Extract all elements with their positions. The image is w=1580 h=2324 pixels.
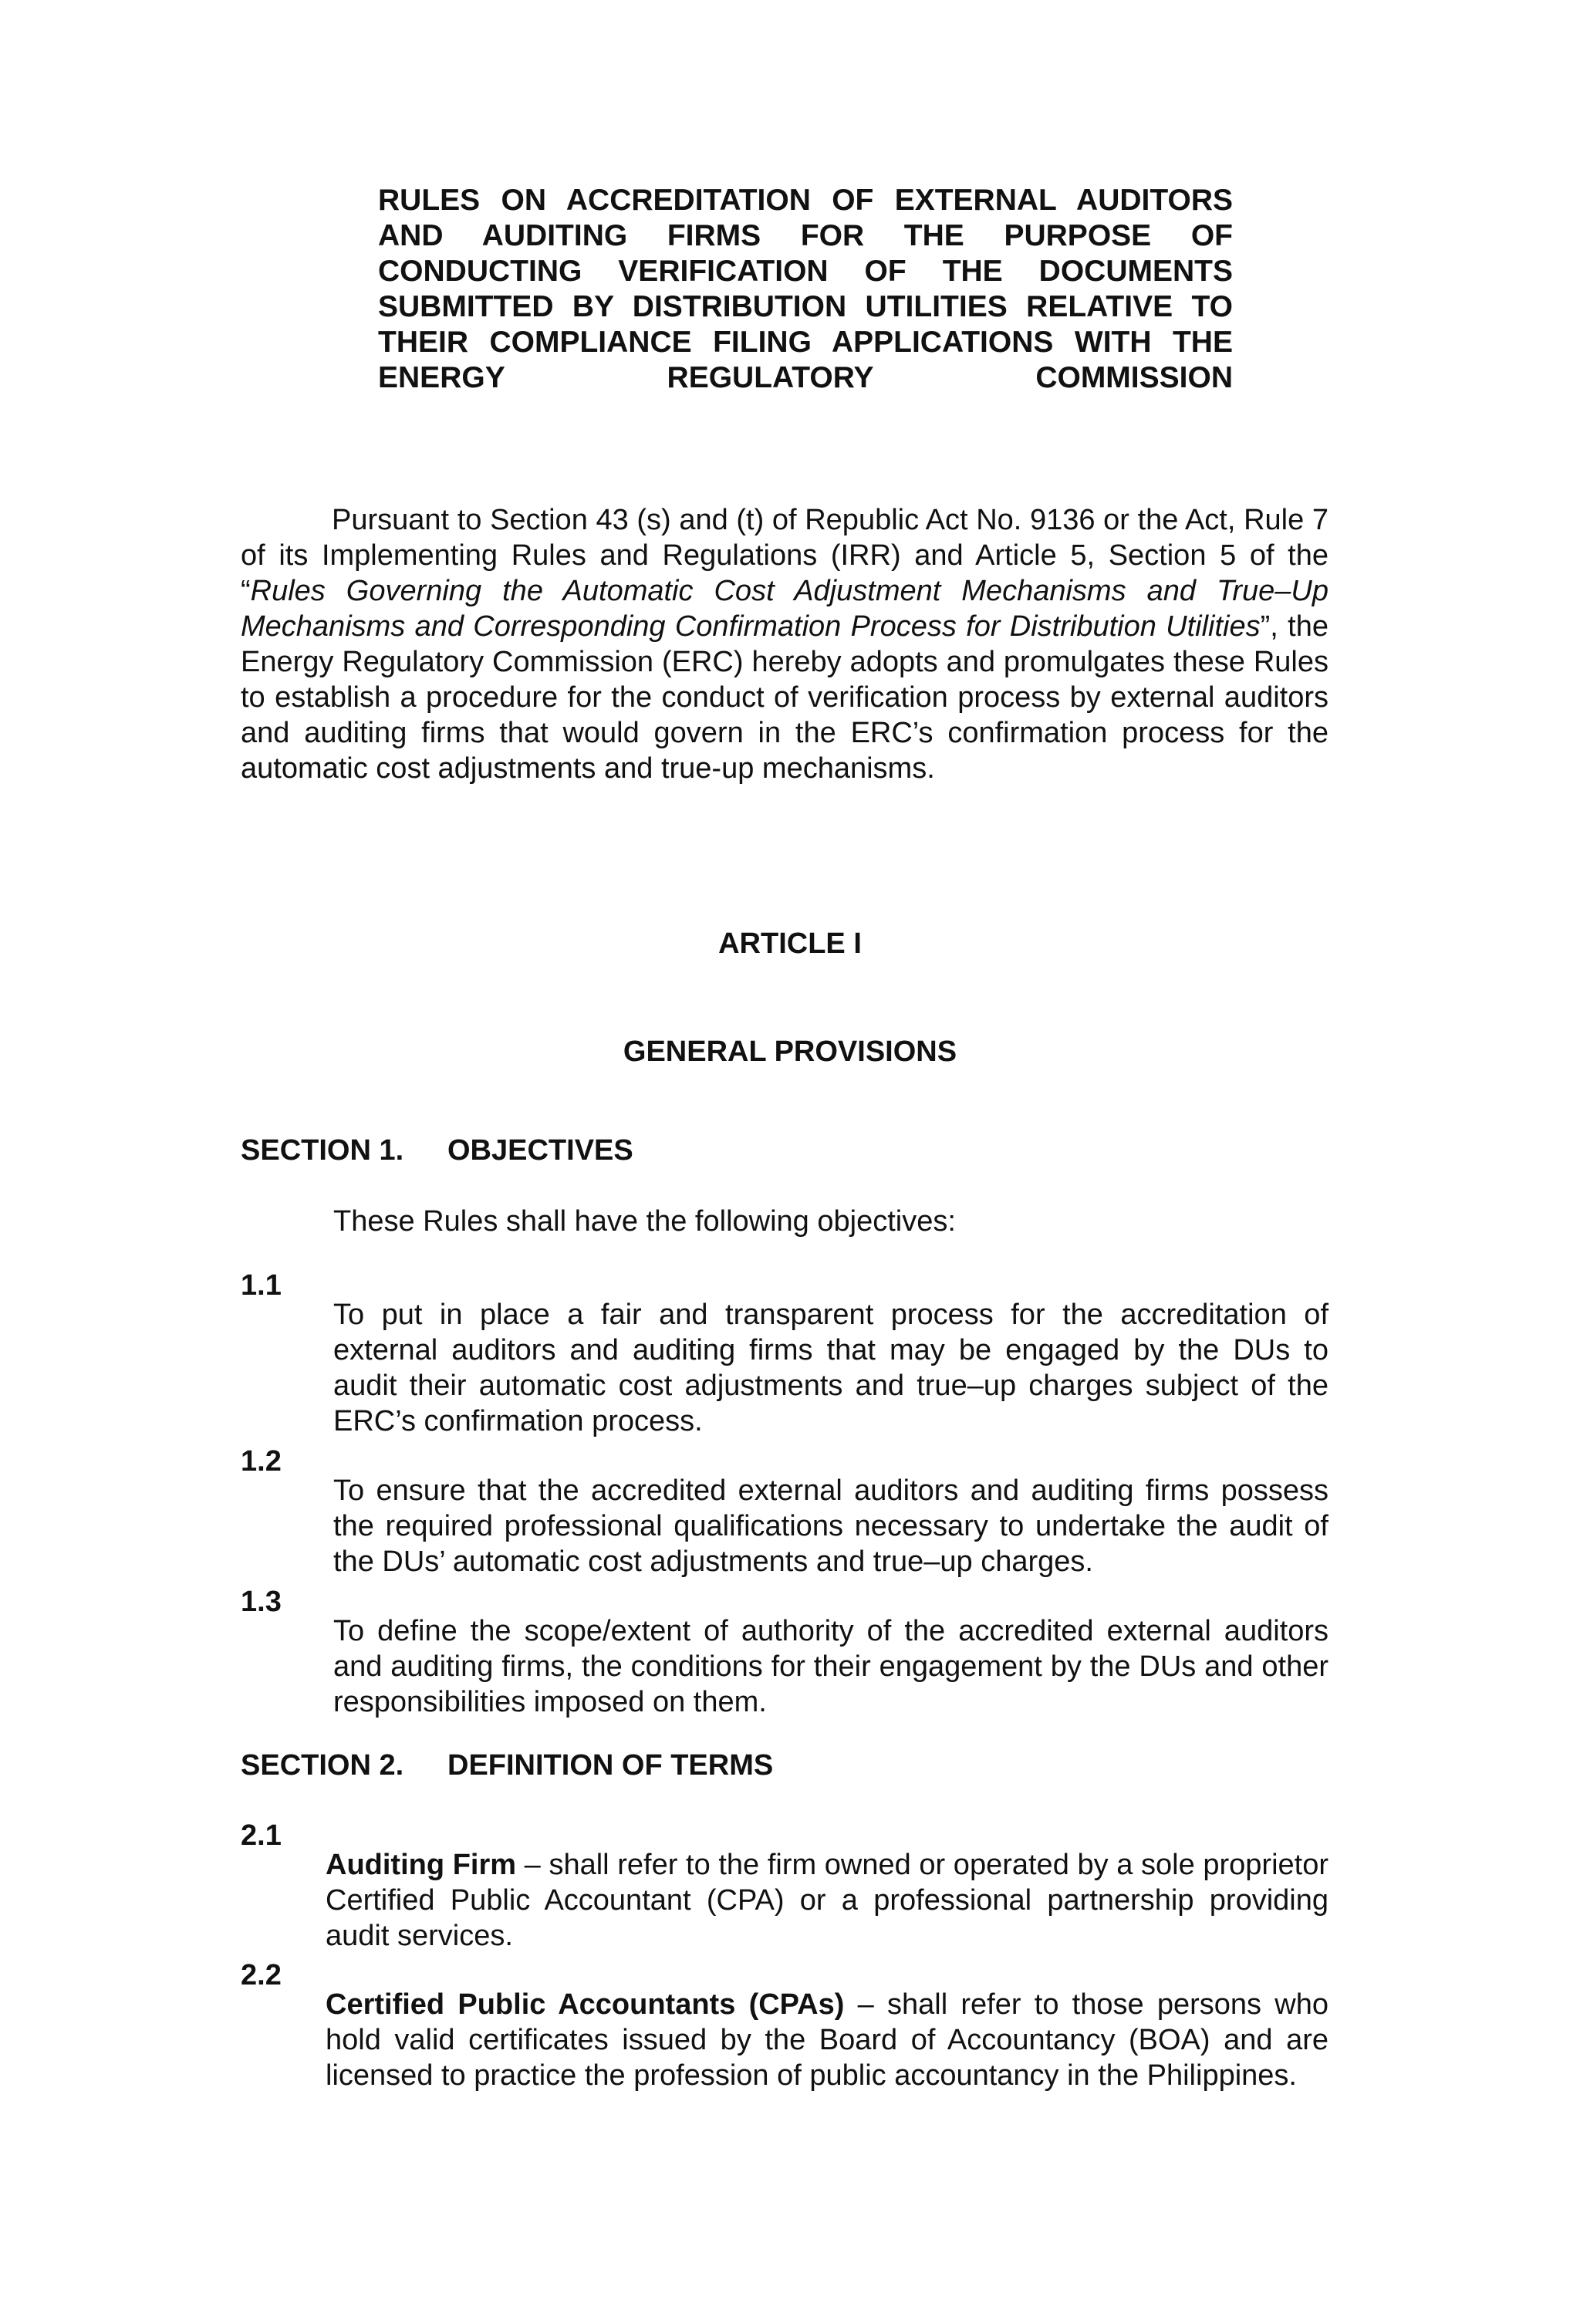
objective-number: 1.3 xyxy=(241,1586,282,1618)
section-1-title: OBJECTIVES xyxy=(447,1134,633,1167)
section-1-intro: These Rules shall have the following objectives: xyxy=(333,1205,956,1238)
preamble-paragraph xyxy=(241,502,1328,786)
article-name: GENERAL PROVISIONS xyxy=(623,1035,957,1068)
definition-text xyxy=(326,1847,1328,1954)
definition-number: 2.2 xyxy=(241,1959,282,1991)
preamble-text-part2: ”, the Energy Regulatory Commission (ERC) hereby adopts and promulgates these Rules to establish a procedure for the conduct of verification process by external auditors and auditing firms that would govern in the ERC’s confirmation process for the automatic cost adjustments and true-up mechanisms. xyxy=(241,610,1328,785)
preamble-rules-title: Rules Governing the Automatic Cost Adjustment Mechanisms and True–Up Mechanisms and Corresponding Confirmation Process for Distribution Utilities xyxy=(241,575,1328,643)
section-2-title: DEFINITION OF TERMS xyxy=(447,1749,774,1782)
objective-number: 1.1 xyxy=(241,1269,282,1302)
definition-description: – shall refer to the firm owned or operated by a sole proprietor Certified Public Accountant (CPA) or a professional partnership providing audit services. xyxy=(326,1849,1328,1952)
document-title: RULES ON ACCREDITATION OF EXTERNAL AUDITORS AND AUDITING FIRMS FOR THE PURPOSE OF CONDUCTING VERIFICATION OF THE DOCUMENTS SUBMITTED BY DISTRIBUTION UTILITIES RELATIVE TO THEIR COMPLIANCE FILING APPLICATIONS WITH THE ENERGY REGULATORY COMMISSION xyxy=(378,184,1233,394)
objective-text: To define the scope/extent of authority of the accredited external auditors and auditing firms, the conditions for their engagement by the DUs and other responsibilities imposed on them. xyxy=(333,1615,1328,1718)
article-number: ARTICLE I xyxy=(718,927,862,960)
definition-term: Auditing Firm xyxy=(326,1849,517,1881)
definition-term: Certified Public Accountants (CPAs) xyxy=(326,1988,845,2021)
section-2-number: SECTION 2. xyxy=(241,1749,404,1782)
objective-item xyxy=(241,1268,1328,1468)
section-1-heading xyxy=(241,1133,633,1168)
definition-number: 2.1 xyxy=(241,1819,282,1852)
definition-description: – shall refer to those persons who hold valid certificates issued by the Board of Accountancy (BOA) and are licensed to practice the profession of public accountancy in the Philippines. xyxy=(326,1988,1328,2092)
objective-number: 1.2 xyxy=(241,1445,282,1478)
objective-text: To ensure that the accredited external auditors and auditing firms possess the required professional qualifications necessary to undertake the audit of the DUs’ automatic cost adjustments and true–up charges. xyxy=(333,1474,1328,1578)
preamble-text-part1: Pursuant to Section 43 (s) and (t) of Republic Act No. 9136 or the Act, Rule 7 of its Implementing Rules and Regulations (IRR) and Article 5, Section 5 of the “ xyxy=(241,504,1328,607)
objective-text: To put in place a fair and transparent process for the accreditation of external auditors and auditing firms that may be engaged by the DUs to audit their automatic cost adjustments and true–up charges subject of the ERC’s confirmation process. xyxy=(333,1299,1328,1437)
definition-text xyxy=(326,1987,1328,2093)
objective-item xyxy=(241,1584,1328,1749)
section-1-number: SECTION 1. xyxy=(241,1134,404,1167)
section-2-heading xyxy=(241,1748,773,1783)
definition-item xyxy=(241,1957,1328,2123)
